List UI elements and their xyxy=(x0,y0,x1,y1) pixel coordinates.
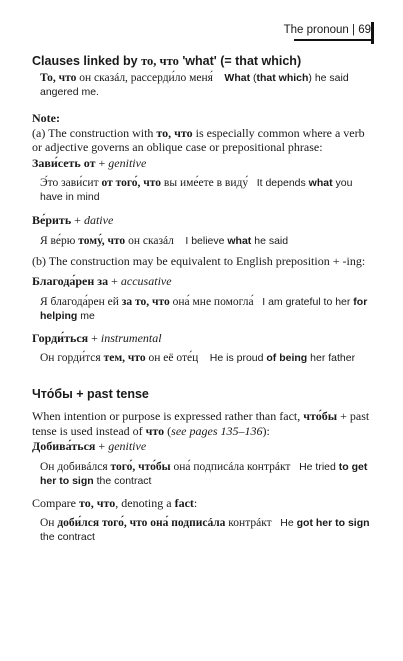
translation: He is proud of being her father xyxy=(209,352,356,364)
example-dobivatsya: Он добивáлся того́, что́бы она́ подписáла контрáкт He tried to get her to sign the contract xyxy=(40,460,368,487)
example-zaviset: Э́то зави́сит от того́, что вы име́ете в виду́ It depends what you have in mind xyxy=(40,177,353,203)
example-verit: Я ве́рю тому́, что он сказáл I believe what he said xyxy=(40,234,289,247)
header-vertical-rule xyxy=(371,22,374,44)
page-body xyxy=(32,54,376,544)
translation: He got her to sign the contract xyxy=(40,517,370,543)
note-label: Note: xyxy=(32,111,60,125)
gov-blagodaren: Благода́рен за + accusative xyxy=(32,274,172,288)
translation: He tried to get her to sign the contract xyxy=(40,460,368,487)
gov-zaviset: Зави́сеть от + genitive xyxy=(32,155,147,170)
note-b: (b) The construction may be equivalent to English preposition + -ing: xyxy=(32,253,366,268)
gov-verit: Ве́рить + dative xyxy=(32,213,114,227)
running-header xyxy=(0,22,371,42)
note-a: (a) The construction with то, что is especially common where a verb or adjective governs an oblique case or prepositional phrase: xyxy=(32,125,365,154)
gov-dobivatsya: Добива́ться + genitive xyxy=(32,439,147,453)
header-rule xyxy=(294,39,373,41)
translation: What (that which) he said angered me. xyxy=(40,72,349,98)
page-number: 69 xyxy=(358,24,371,36)
translation: I am grateful to her for helping me xyxy=(40,295,368,322)
example-dobilsya: Он доби́лся того́, что она́ подписáла контрáкт He got her to sign the contract xyxy=(40,517,370,543)
example-to-chto: То, что он сказáл, рассерди́ло меня́ What (that which) he said angered me. xyxy=(40,72,349,98)
section-heading-chtoby: Что́бы + past tense xyxy=(32,387,149,401)
header-text xyxy=(284,24,371,36)
example-gorditsya: Он горди́тся тем, что он её оте́ц He is proud of being her father xyxy=(40,352,356,364)
header-separator: | xyxy=(352,24,355,36)
gov-gorditsya: Горди́ться + instrumental xyxy=(32,330,162,345)
example-blagodaren: Я благода́рен ей за то, что она́ мне помогла́ I am grateful to her for helping me xyxy=(40,295,368,322)
header-title: The pronoun xyxy=(283,24,349,36)
chtoby-paragraph: When intention or purpose is expressed rather than fact, что́бы + past tense is used instead of что (see pages 135–136): xyxy=(32,409,370,438)
translation: I believe what he said xyxy=(185,234,289,247)
translation: It depends what you have in mind xyxy=(40,177,353,203)
compare-paragraph: Compare то, что, denoting a fact: xyxy=(32,495,198,510)
section-heading-clauses: Clauses linked by то, что 'what' (= that which) xyxy=(32,54,302,68)
